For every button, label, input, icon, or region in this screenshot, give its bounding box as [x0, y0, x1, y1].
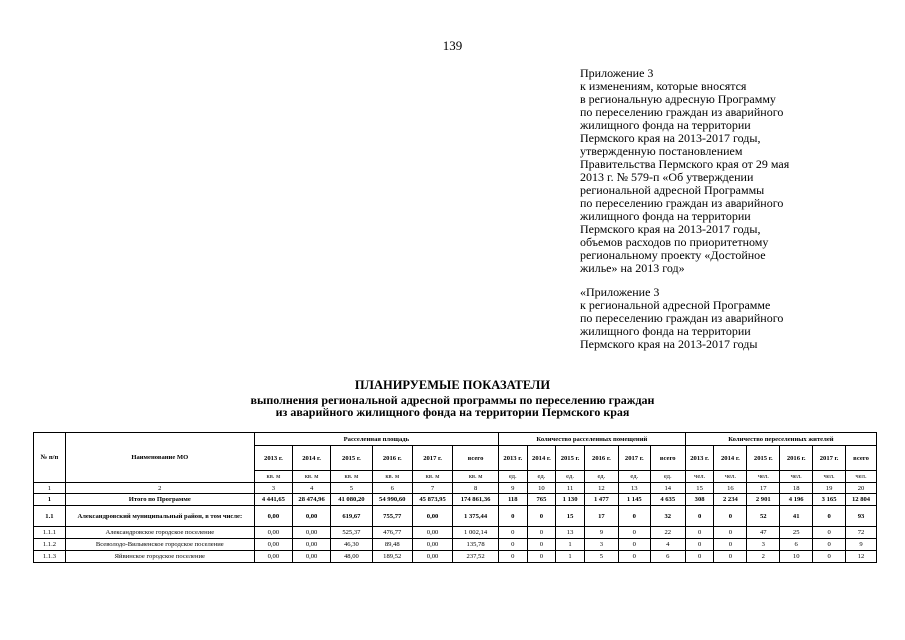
unit-cell: кв. м — [453, 471, 499, 483]
column-number: 10 — [527, 483, 556, 494]
row-name: Яйвинское городское поселение — [65, 551, 254, 563]
column-number: 16 — [714, 483, 747, 494]
table-cell: 0,00 — [292, 506, 330, 527]
header-group-area: Расселенная площадь — [254, 433, 498, 446]
unit-cell: кв. м — [331, 471, 372, 483]
column-number: 14 — [650, 483, 685, 494]
table-cell: 0 — [527, 527, 556, 539]
table-cell: 308 — [685, 494, 714, 506]
unit-cell: ед. — [584, 471, 618, 483]
table-cell: 0,00 — [254, 506, 292, 527]
table-cell: 0,00 — [292, 527, 330, 539]
table-cell: 72 — [846, 527, 877, 539]
year-header: всего — [650, 446, 685, 471]
unit-cell: кв. м — [412, 471, 452, 483]
column-number: 8 — [453, 483, 499, 494]
year-header: 2017 г. — [618, 446, 650, 471]
unit-cell: кв. м — [292, 471, 330, 483]
header-name: Наименование МО — [65, 433, 254, 483]
appendix-note-line: региональной адресной Программы — [580, 183, 765, 197]
table-cell: 12 — [846, 551, 877, 563]
table-cell: 0,00 — [412, 551, 452, 563]
unit-cell: ед. — [527, 471, 556, 483]
table-cell: 6 — [650, 551, 685, 563]
table-cell: 1 002,14 — [453, 527, 499, 539]
table-row-total — [34, 494, 877, 506]
table-cell: 0 — [498, 506, 527, 527]
year-header: 2016 г. — [780, 446, 813, 471]
table-cell: 0 — [714, 539, 747, 551]
year-header: 2013 г. — [254, 446, 292, 471]
column-number: 12 — [584, 483, 618, 494]
column-number: 3 — [254, 483, 292, 494]
table-cell: 32 — [650, 506, 685, 527]
row-num: 1.1.2 — [34, 539, 66, 551]
table-cell: 3 — [584, 539, 618, 551]
table-cell: 0 — [527, 506, 556, 527]
appendix-note-line: жилищного фонда на территории — [580, 118, 751, 132]
column-number: 19 — [813, 483, 846, 494]
subtitle-line: из аварийного жилищного фонда на территории Пермского края — [275, 405, 630, 419]
table-cell: 25 — [780, 527, 813, 539]
table-cell: 619,67 — [331, 506, 372, 527]
table-cell: 0 — [714, 551, 747, 563]
appendix-note-line: Пермского края на 2013-2017 годы, — [580, 131, 761, 145]
appendix-note-line: объемов расходов по приоритетному — [580, 235, 769, 249]
table-cell: 22 — [650, 527, 685, 539]
appendix-note-line: по переселению граждан из аварийного — [580, 196, 784, 210]
table-cell: 0 — [685, 527, 714, 539]
table-cell: 4 196 — [780, 494, 813, 506]
table-row — [34, 527, 877, 539]
document-title: ПЛАНИРУЕМЫЕ ПОКАЗАТЕЛИ — [354, 378, 551, 392]
table-cell: 47 — [747, 527, 780, 539]
header-row-groups — [34, 433, 877, 446]
year-header: 2016 г. — [584, 446, 618, 471]
year-header: всего — [453, 446, 499, 471]
table-cell: 0 — [498, 527, 527, 539]
table-cell: 4 635 — [650, 494, 685, 506]
table-cell: 9 — [584, 527, 618, 539]
table-cell: 237,52 — [453, 551, 499, 563]
column-number: 1 — [34, 483, 66, 494]
column-number: 9 — [498, 483, 527, 494]
table-cell: 0 — [685, 551, 714, 563]
table-cell: 0,00 — [412, 539, 452, 551]
row-num: 1 — [34, 494, 66, 506]
column-number: 7 — [412, 483, 452, 494]
row-name: Всеволодо-Вильвенское городское поселение — [65, 539, 254, 551]
document-subtitle — [0, 394, 905, 418]
table-cell: 6 — [780, 539, 813, 551]
table-cell: 13 — [556, 527, 585, 539]
year-header: 2017 г. — [412, 446, 452, 471]
column-number: 17 — [747, 483, 780, 494]
unit-cell: чел. — [747, 471, 780, 483]
unit-cell: чел. — [813, 471, 846, 483]
page-number: 139 — [442, 38, 463, 53]
year-header: 2014 г. — [292, 446, 330, 471]
table-cell: 476,77 — [372, 527, 412, 539]
table-cell: 0,00 — [292, 539, 330, 551]
table-row — [34, 539, 877, 551]
table-cell: 3 — [747, 539, 780, 551]
year-header: 2014 г. — [714, 446, 747, 471]
table-cell: 0 — [618, 527, 650, 539]
table-cell: 0 — [813, 506, 846, 527]
table-cell: 15 — [556, 506, 585, 527]
year-header: 2014 г. — [527, 446, 556, 471]
appendix-note-line: Приложение 3 — [580, 66, 654, 80]
appendix-note-line: утвержденную постановлением — [580, 144, 743, 158]
table-cell: 0 — [618, 506, 650, 527]
table-cell: 89,48 — [372, 539, 412, 551]
unit-cell: чел. — [780, 471, 813, 483]
table-cell: 0 — [813, 551, 846, 563]
column-number: 15 — [685, 483, 714, 494]
table-cell: 0,00 — [412, 506, 452, 527]
column-number: 20 — [846, 483, 877, 494]
appendix-note-line: 2013 г. № 579-п «Об утверждении — [580, 170, 754, 184]
row-name: Александровский муниципальный район, в том числе: — [65, 506, 254, 527]
table-cell: 0 — [714, 527, 747, 539]
column-number: 4 — [292, 483, 330, 494]
table-cell: 1 130 — [556, 494, 585, 506]
header-num: № п/п — [34, 433, 66, 483]
row-num: 1.1.1 — [34, 527, 66, 539]
table-cell: 0 — [618, 551, 650, 563]
table-cell: 0 — [498, 539, 527, 551]
appendix-note — [580, 67, 890, 275]
table-cell: 0 — [618, 539, 650, 551]
row-name: Итого по Программе — [65, 494, 254, 506]
table-cell: 2 — [747, 551, 780, 563]
column-number: 6 — [372, 483, 412, 494]
indicators-table — [33, 432, 877, 563]
header-group-residents: Количество переселенных жителей — [685, 433, 876, 446]
table-cell: 12 804 — [846, 494, 877, 506]
year-header: 2013 г. — [685, 446, 714, 471]
table-cell: 93 — [846, 506, 877, 527]
table-cell: 54 990,60 — [372, 494, 412, 506]
row-num: 1.1.3 — [34, 551, 66, 563]
unit-cell: кв. м — [254, 471, 292, 483]
appendix-note-line: жилищного фонда на территории — [580, 209, 751, 223]
header-group-rooms: Количество расселенных помещений — [498, 433, 685, 446]
table-cell: 1 — [556, 551, 585, 563]
row-num: 1.1 — [34, 506, 66, 527]
table-cell: 28 474,96 — [292, 494, 330, 506]
table-cell: 135,78 — [453, 539, 499, 551]
column-number: 2 — [65, 483, 254, 494]
column-number: 18 — [780, 483, 813, 494]
table-cell: 0 — [498, 551, 527, 563]
table-cell: 41 — [780, 506, 813, 527]
table-cell: 2 234 — [714, 494, 747, 506]
table-cell: 1 — [556, 539, 585, 551]
year-header: 2016 г. — [372, 446, 412, 471]
appendix-reference — [580, 286, 890, 351]
year-header: 2015 г. — [747, 446, 780, 471]
appendix-note-line: по переселению граждан из аварийного — [580, 105, 784, 119]
table-cell: 0 — [527, 539, 556, 551]
table-cell: 755,77 — [372, 506, 412, 527]
column-number: 11 — [556, 483, 585, 494]
table-cell: 1 375,44 — [453, 506, 499, 527]
appendix-note-line: жилье» на 2013 год» — [580, 261, 685, 275]
column-numbers-row — [34, 483, 877, 494]
table-cell: 0 — [685, 506, 714, 527]
table-cell: 0 — [813, 527, 846, 539]
unit-cell: ед. — [556, 471, 585, 483]
appendix-ref-line: по переселению граждан из аварийного — [580, 311, 784, 325]
year-header: 2015 г. — [331, 446, 372, 471]
table-cell: 48,00 — [331, 551, 372, 563]
year-header: 2015 г. — [556, 446, 585, 471]
table-row — [34, 551, 877, 563]
table-cell: 4 — [650, 539, 685, 551]
row-name: Александровское городское поселение — [65, 527, 254, 539]
unit-cell: ед. — [650, 471, 685, 483]
table-cell: 0 — [714, 506, 747, 527]
table-cell: 3 165 — [813, 494, 846, 506]
appendix-ref-line: «Приложение 3 — [580, 285, 660, 299]
unit-cell: кв. м — [372, 471, 412, 483]
appendix-note-line: Правительства Пермского края от 29 мая — [580, 157, 790, 171]
appendix-note-line: Пермского края на 2013-2017 годы, — [580, 222, 761, 236]
table-cell: 0,00 — [254, 539, 292, 551]
table-cell: 46,30 — [331, 539, 372, 551]
table-cell: 0,00 — [292, 551, 330, 563]
unit-cell: чел. — [685, 471, 714, 483]
year-header: 2013 г. — [498, 446, 527, 471]
unit-cell: чел. — [714, 471, 747, 483]
year-header: 2017 г. — [813, 446, 846, 471]
table-cell: 0 — [685, 539, 714, 551]
table-cell: 4 441,65 — [254, 494, 292, 506]
year-header: всего — [846, 446, 877, 471]
table-cell: 52 — [747, 506, 780, 527]
unit-cell: ед. — [498, 471, 527, 483]
appendix-ref-line: жилищного фонда на территории — [580, 324, 751, 338]
table-row-municipality — [34, 506, 877, 527]
table-cell: 174 861,36 — [453, 494, 499, 506]
table-cell: 41 080,20 — [331, 494, 372, 506]
column-number: 5 — [331, 483, 372, 494]
table-cell: 45 873,95 — [412, 494, 452, 506]
table-cell: 189,52 — [372, 551, 412, 563]
table-cell: 0,00 — [254, 551, 292, 563]
unit-cell: ед. — [618, 471, 650, 483]
column-number: 13 — [618, 483, 650, 494]
unit-cell: чел. — [846, 471, 877, 483]
table-cell: 118 — [498, 494, 527, 506]
table-cell: 17 — [584, 506, 618, 527]
table-cell: 0,00 — [254, 527, 292, 539]
table-cell: 2 901 — [747, 494, 780, 506]
table-cell: 1 145 — [618, 494, 650, 506]
subtitle-line: выполнения региональной адресной программы по переселению граждан — [250, 393, 655, 407]
table-cell: 0,00 — [412, 527, 452, 539]
appendix-note-line: к изменениям, которые вносятся — [580, 79, 747, 93]
table-cell: 765 — [527, 494, 556, 506]
table-cell: 525,37 — [331, 527, 372, 539]
appendix-ref-line: к региональной адресной Программе — [580, 298, 771, 312]
appendix-note-line: региональному проекту «Достойное — [580, 248, 766, 262]
appendix-ref-line: Пермского края на 2013-2017 годы — [580, 337, 758, 351]
table-cell: 0 — [813, 539, 846, 551]
table-cell: 5 — [584, 551, 618, 563]
table-cell: 9 — [846, 539, 877, 551]
appendix-note-line: в региональную адресную Программу — [580, 92, 776, 106]
table-cell: 1 477 — [584, 494, 618, 506]
table-cell: 0 — [527, 551, 556, 563]
table-cell: 10 — [780, 551, 813, 563]
